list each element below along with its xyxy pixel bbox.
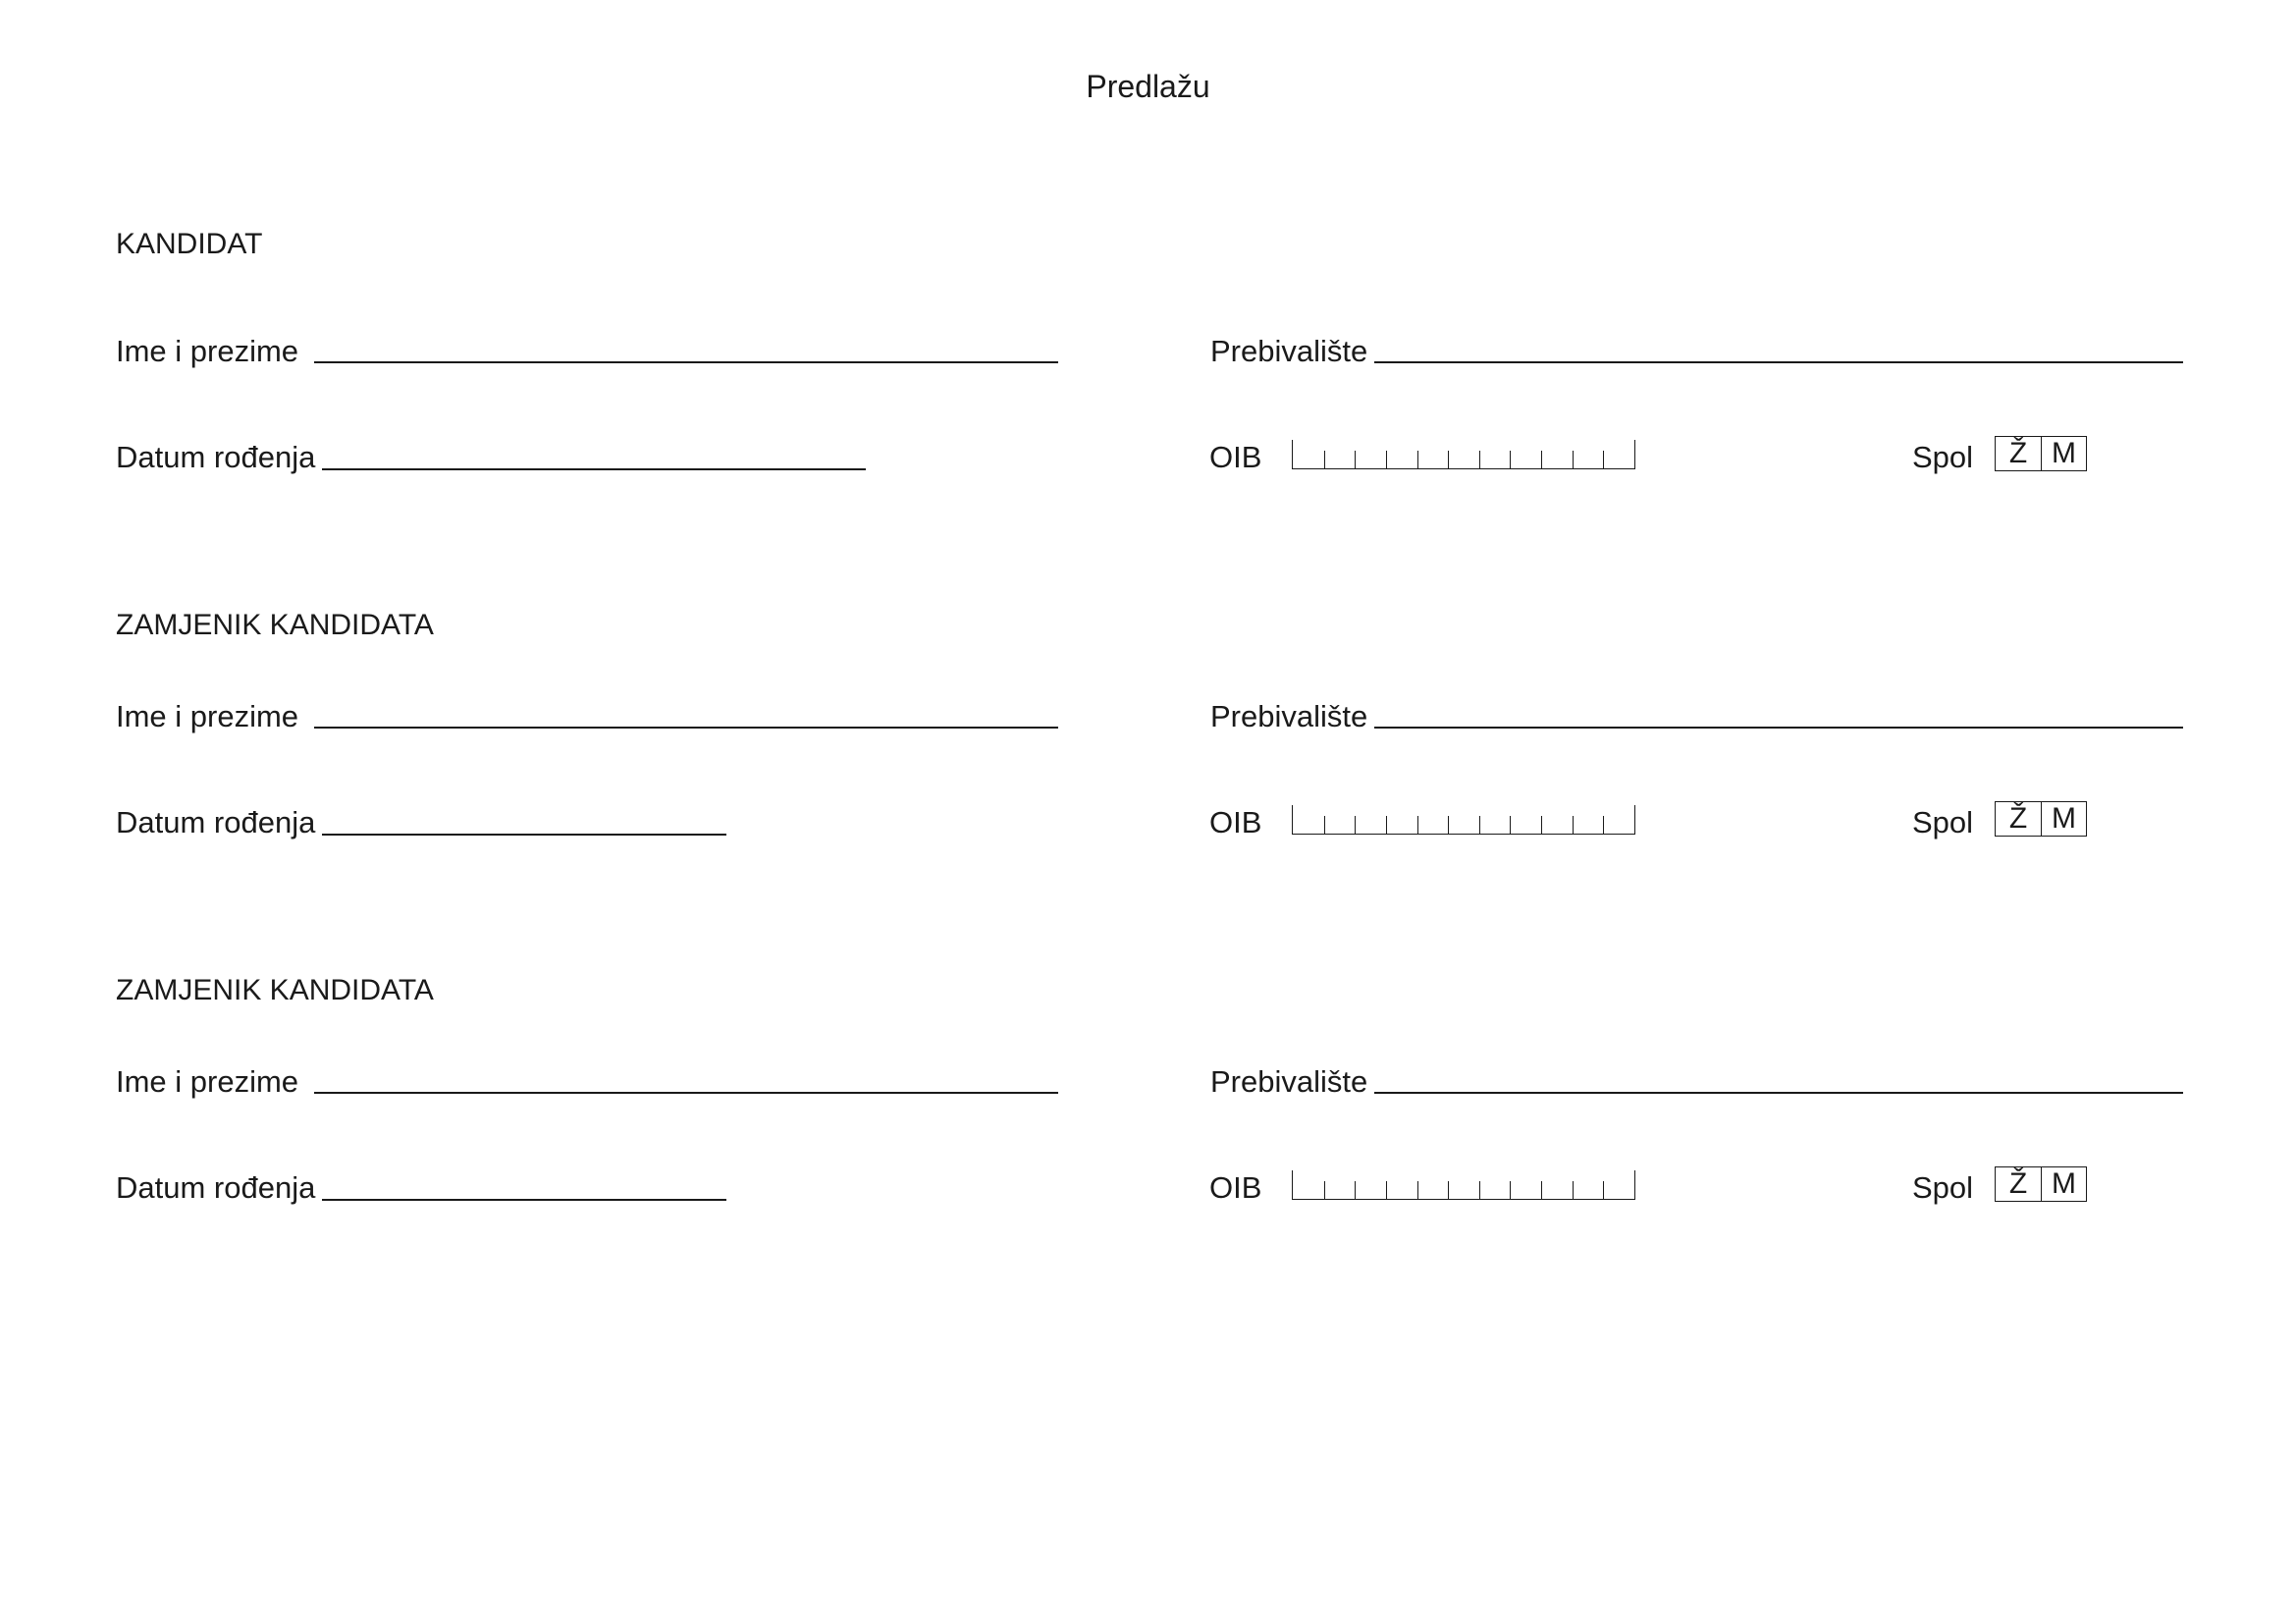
oib-digit-cell[interactable]	[1386, 440, 1417, 468]
name-label: Ime i prezime	[116, 1064, 299, 1099]
oib-digit-cell[interactable]	[1448, 1170, 1479, 1199]
section-heading: KANDIDAT	[116, 228, 263, 260]
dob-label: Datum rođenja	[116, 1170, 316, 1205]
oib-field[interactable]	[1292, 805, 1635, 835]
gender-selector	[1995, 801, 2087, 837]
residence-label: Prebivalište	[1210, 334, 1368, 368]
oib-digit-cell[interactable]	[1541, 805, 1573, 834]
residence-field[interactable]	[1374, 727, 2183, 729]
oib-digit-cell[interactable]	[1355, 1170, 1386, 1199]
oib-digit-cell[interactable]	[1448, 440, 1479, 468]
name-field[interactable]	[314, 1092, 1058, 1094]
residence-label: Prebivalište	[1210, 1064, 1368, 1099]
oib-field[interactable]	[1292, 1170, 1635, 1200]
oib-digit-cell[interactable]	[1355, 440, 1386, 468]
gender-label: Spol	[1912, 440, 1974, 474]
gender-option-m[interactable]: M	[2041, 802, 2086, 836]
oib-label: OIB	[1209, 805, 1262, 839]
oib-digit-cell[interactable]	[1510, 1170, 1541, 1199]
oib-digit-cell[interactable]	[1479, 805, 1511, 834]
gender-option-z[interactable]: Ž	[2008, 802, 2028, 835]
gender-option-m[interactable]: M	[2041, 437, 2086, 470]
residence-label: Prebivalište	[1210, 699, 1368, 733]
oib-digit-cell[interactable]	[1479, 440, 1511, 468]
oib-digit-cell[interactable]	[1324, 805, 1356, 834]
oib-digit-cell[interactable]	[1510, 805, 1541, 834]
oib-field[interactable]	[1292, 440, 1635, 469]
oib-digit-cell[interactable]	[1386, 1170, 1417, 1199]
dob-label: Datum rođenja	[116, 440, 316, 474]
section-heading: ZAMJENIK KANDIDATA	[116, 609, 434, 641]
section-heading: ZAMJENIK KANDIDATA	[116, 974, 434, 1006]
name-label: Ime i prezime	[116, 699, 299, 733]
gender-option-m[interactable]: M	[2041, 1167, 2086, 1201]
gender-option-z[interactable]: Ž	[2008, 437, 2028, 469]
dob-label: Datum rođenja	[116, 805, 316, 839]
oib-digit-cell[interactable]	[1510, 440, 1541, 468]
oib-digit-cell[interactable]	[1603, 805, 1634, 834]
residence-field[interactable]	[1374, 1092, 2183, 1094]
oib-label: OIB	[1209, 1170, 1262, 1205]
oib-digit-cell[interactable]	[1603, 440, 1634, 468]
name-label: Ime i prezime	[116, 334, 299, 368]
oib-digit-cell[interactable]	[1479, 1170, 1511, 1199]
dob-field[interactable]	[322, 1199, 726, 1201]
oib-digit-cell[interactable]	[1573, 440, 1604, 468]
oib-digit-cell[interactable]	[1603, 1170, 1634, 1199]
dob-field[interactable]	[322, 834, 726, 836]
gender-selector	[1995, 1166, 2087, 1202]
oib-digit-cell[interactable]	[1417, 1170, 1449, 1199]
dob-field[interactable]	[322, 468, 866, 470]
oib-digit-cell[interactable]	[1293, 440, 1324, 468]
page-title: Predlažu	[1086, 69, 1210, 104]
oib-digit-cell[interactable]	[1541, 440, 1573, 468]
oib-label: OIB	[1209, 440, 1262, 474]
oib-digit-cell[interactable]	[1417, 805, 1449, 834]
gender-label: Spol	[1912, 805, 1974, 839]
name-field[interactable]	[314, 361, 1058, 363]
name-field[interactable]	[314, 727, 1058, 729]
oib-digit-cell[interactable]	[1324, 440, 1356, 468]
oib-digit-cell[interactable]	[1573, 805, 1604, 834]
oib-digit-cell[interactable]	[1573, 1170, 1604, 1199]
oib-digit-cell[interactable]	[1355, 805, 1386, 834]
gender-option-z[interactable]: Ž	[2008, 1167, 2028, 1200]
oib-digit-cell[interactable]	[1541, 1170, 1573, 1199]
oib-digit-cell[interactable]	[1324, 1170, 1356, 1199]
oib-digit-cell[interactable]	[1448, 805, 1479, 834]
gender-label: Spol	[1912, 1170, 1974, 1205]
oib-digit-cell[interactable]	[1293, 1170, 1324, 1199]
oib-digit-cell[interactable]	[1417, 440, 1449, 468]
gender-selector	[1995, 436, 2087, 471]
residence-field[interactable]	[1374, 361, 2183, 363]
oib-digit-cell[interactable]	[1386, 805, 1417, 834]
oib-digit-cell[interactable]	[1293, 805, 1324, 834]
